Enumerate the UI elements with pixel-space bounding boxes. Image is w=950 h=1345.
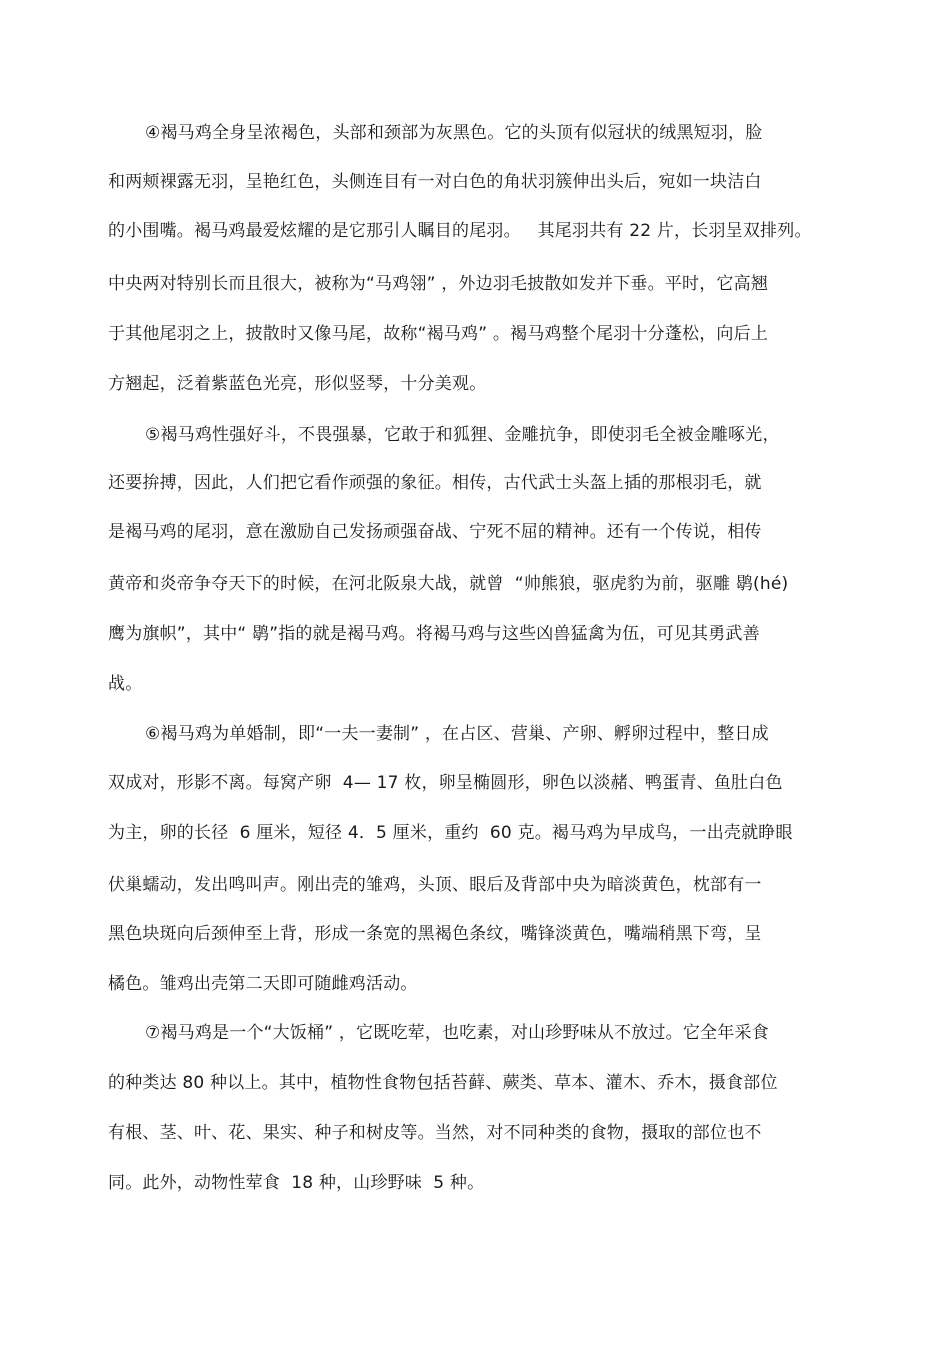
paragraph-line: 方翘起，泛着紫蓝色光亮，形似竖琴，十分美观。 xyxy=(108,374,487,394)
paragraph-line: 黄帝和炎帝争夺天下的时候，在河北阪泉大战，就曾 “帅熊狼，驱虎豹为前，驱雕 鹖(hé) xyxy=(108,574,789,594)
paragraph-line: 伏巢蠕动，发出鸣叫声。刚出壳的雏鸡，头顶、眼后及背部中央为暗淡黄色，枕部有一 xyxy=(108,875,762,895)
paragraph-line: 战。 xyxy=(108,674,143,694)
paragraph-line: 的小围嘴。褐马鸡最爱炫耀的是它那引人瞩目的尾羽。 其尾羽共有 22 片，长羽呈双排列。 xyxy=(108,221,812,241)
paragraph-line: 中央两对特别长而且很大，被称为“马鸡翎” ，外边羽毛披散如发并下垂。平时，它高翘 xyxy=(108,274,769,294)
paragraph-line: 于其他尾羽之上，披散时又像马尾，故称“褐马鸡” 。褐马鸡整个尾羽十分蓬松，向后上 xyxy=(108,324,769,344)
paragraph-line: 是褐马鸡的尾羽，意在激励自己发扬顽强奋战、宁死不屈的精神。还有一个传说，相传 xyxy=(108,522,762,542)
paragraph-line: 还要拚搏，因此，人们把它看作顽强的象征。相传，古代武士头盔上插的那根羽毛，就 xyxy=(108,473,762,493)
paragraph-line: 和两颊裸露无羽，呈艳红色，头侧连目有一对白色的角状羽簇伸出头后，宛如一块洁白 xyxy=(108,172,762,192)
paragraph-line: 同。此外，动物性荤食 18 种，山珍野味 5 种。 xyxy=(108,1173,485,1193)
paragraph-line: 橘色。雏鸡出壳第二天即可随雌鸡活动。 xyxy=(108,974,418,994)
paragraph-line: 的种类达 80 种以上。其中，植物性食物包括苔藓、蕨类、草本、灌木、乔木，摄食部位 xyxy=(108,1073,778,1093)
paragraph-line: ⑦褐马鸡是一个“大饭桶” ，它既吃荤，也吃素，对山珍野味从不放过。它全年采食 xyxy=(145,1023,769,1043)
paragraph-line: 为主，卵的长径 6 厘米，短径 4．5 厘米，重约 60 克。褐马鸡为早成鸟，一出壳就睁眼 xyxy=(108,823,793,843)
paragraph-line: ④褐马鸡全身呈浓褐色，头部和颈部为灰黑色。它的头顶有似冠状的绒黑短羽，脸 xyxy=(145,123,763,143)
paragraph-line: 双成对，形影不离。每窝产卵 4— 17 枚，卵呈椭圆形，卵色以淡赭、鸭蛋青、鱼肚白色 xyxy=(108,773,783,793)
paragraph-line: 有根、茎、叶、花、果实、种子和树皮等。当然，对不同种类的食物，摄取的部位也不 xyxy=(108,1123,762,1143)
paragraph-line: ⑤褐马鸡性强好斗，不畏强暴，它敢于和狐狸、金雕抗争，即使羽毛全被金雕啄光， xyxy=(145,425,780,445)
paragraph-line: ⑥褐马鸡为单婚制，即“一夫一妻制” ，在占区、营巢、产卵、孵卵过程中，整日成 xyxy=(145,724,769,744)
paragraph-line: 黑色块斑向后颈伸至上背，形成一条宽的黑褐色条纹，嘴锋淡黄色，嘴端稍黑下弯，呈 xyxy=(108,924,762,944)
paragraph-line: 鹰为旗帜”，其中“ 鹖”指的就是褐马鸡。将褐马鸡与这些凶兽猛禽为伍，可见其勇武善 xyxy=(108,624,760,644)
